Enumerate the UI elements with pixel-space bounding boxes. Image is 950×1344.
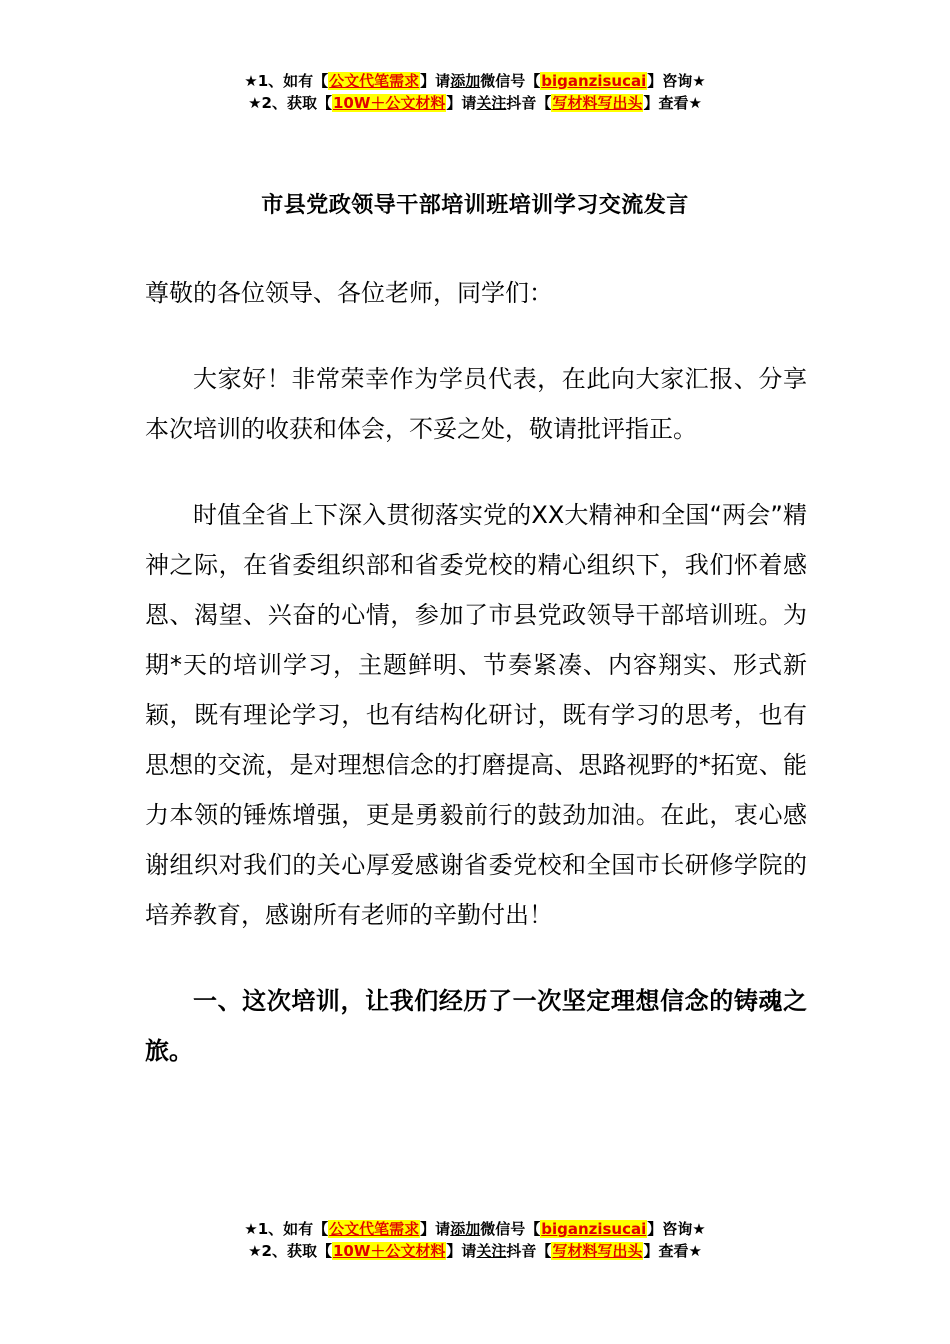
banner-text: ★2、获取【 xyxy=(248,94,332,112)
banner-text: ★1、如有【 xyxy=(244,72,329,90)
section-heading: 一、这次培训，让我们经历了一次坚定理想信念的铸魂之旅。 xyxy=(145,987,807,1065)
banner-text-underlined: 关注 xyxy=(476,94,507,112)
banner-text: 微信号【 xyxy=(480,1220,541,1238)
banner-text: 】咨询★ xyxy=(647,72,706,90)
banner-text: 】咨询★ xyxy=(647,1220,706,1238)
paragraph: 大家好！非常荣幸作为学员代表，在此向大家汇报、分享本次培训的收获和体会，不妥之处，敬请批评指正。 xyxy=(145,365,807,443)
banner-text: 】查看★ xyxy=(643,94,702,112)
highlight-douyin: 写材料写出头 xyxy=(552,94,643,112)
banner-text: 】请 xyxy=(420,72,451,90)
banner-text-underlined: 添加 xyxy=(450,72,481,90)
highlight-wechat-id: biganzisucai xyxy=(541,1220,647,1238)
header-banner xyxy=(0,70,950,114)
banner-text: 抖音【 xyxy=(506,94,552,112)
footer-banner xyxy=(0,1218,950,1262)
banner-text: 】请 xyxy=(446,1242,477,1260)
banner-text: ★1、如有【 xyxy=(244,1220,329,1238)
banner-text: 】查看★ xyxy=(643,1242,702,1260)
banner-text: 】请 xyxy=(446,94,477,112)
highlight-douyin: 写材料写出头 xyxy=(552,1242,643,1260)
banner-text: 抖音【 xyxy=(506,1242,552,1260)
document-body xyxy=(145,268,807,1076)
banner-line-2 xyxy=(0,1240,950,1262)
banner-line-1 xyxy=(0,1218,950,1240)
highlight-wechat-id: biganzisucai xyxy=(541,72,647,90)
banner-text: 】请 xyxy=(420,1220,451,1238)
banner-text-underlined: 添加 xyxy=(450,1220,481,1238)
banner-text: ★2、获取【 xyxy=(248,1242,332,1260)
salutation: 尊敬的各位领导、各位老师，同学们： xyxy=(145,279,553,307)
highlight-service: 公文代笔需求 xyxy=(329,72,420,90)
highlight-service: 公文代笔需求 xyxy=(329,1220,420,1238)
document-title: 市县党政领导干部培训班培训学习交流发言 xyxy=(261,193,689,218)
banner-text-underlined: 关注 xyxy=(476,1242,507,1260)
banner-line-2 xyxy=(0,92,950,114)
highlight-materials: 10W＋公文材料 xyxy=(332,1242,446,1260)
highlight-materials: 10W＋公文材料 xyxy=(332,94,446,112)
banner-text: 微信号【 xyxy=(480,72,541,90)
banner-line-1 xyxy=(0,70,950,92)
paragraph: 时值全省上下深入贯彻落实党的XX大精神和全国“两会”精神之际，在省委组织部和省委党校的精心组织下，我们怀着感恩、渴望、兴奋的心情，参加了市县党政领导干部培训班。为期*天的培训学习，主题鲜明、节奏紧凑、内容翔实、形式新颖，既有理论学习，也有结构化研讨，既有学习的思考，也有思想的交流，是对理想信念的打磨提高、思路视野的*拓宽、能力本领的锤炼增强，更是勇毅前行的鼓劲加油。在此，衷心感谢组织对我们的关心厚爱感谢省委党校和全国市长研修学院的培养教育，感谢所有老师的辛勤付出！ xyxy=(145,501,807,929)
